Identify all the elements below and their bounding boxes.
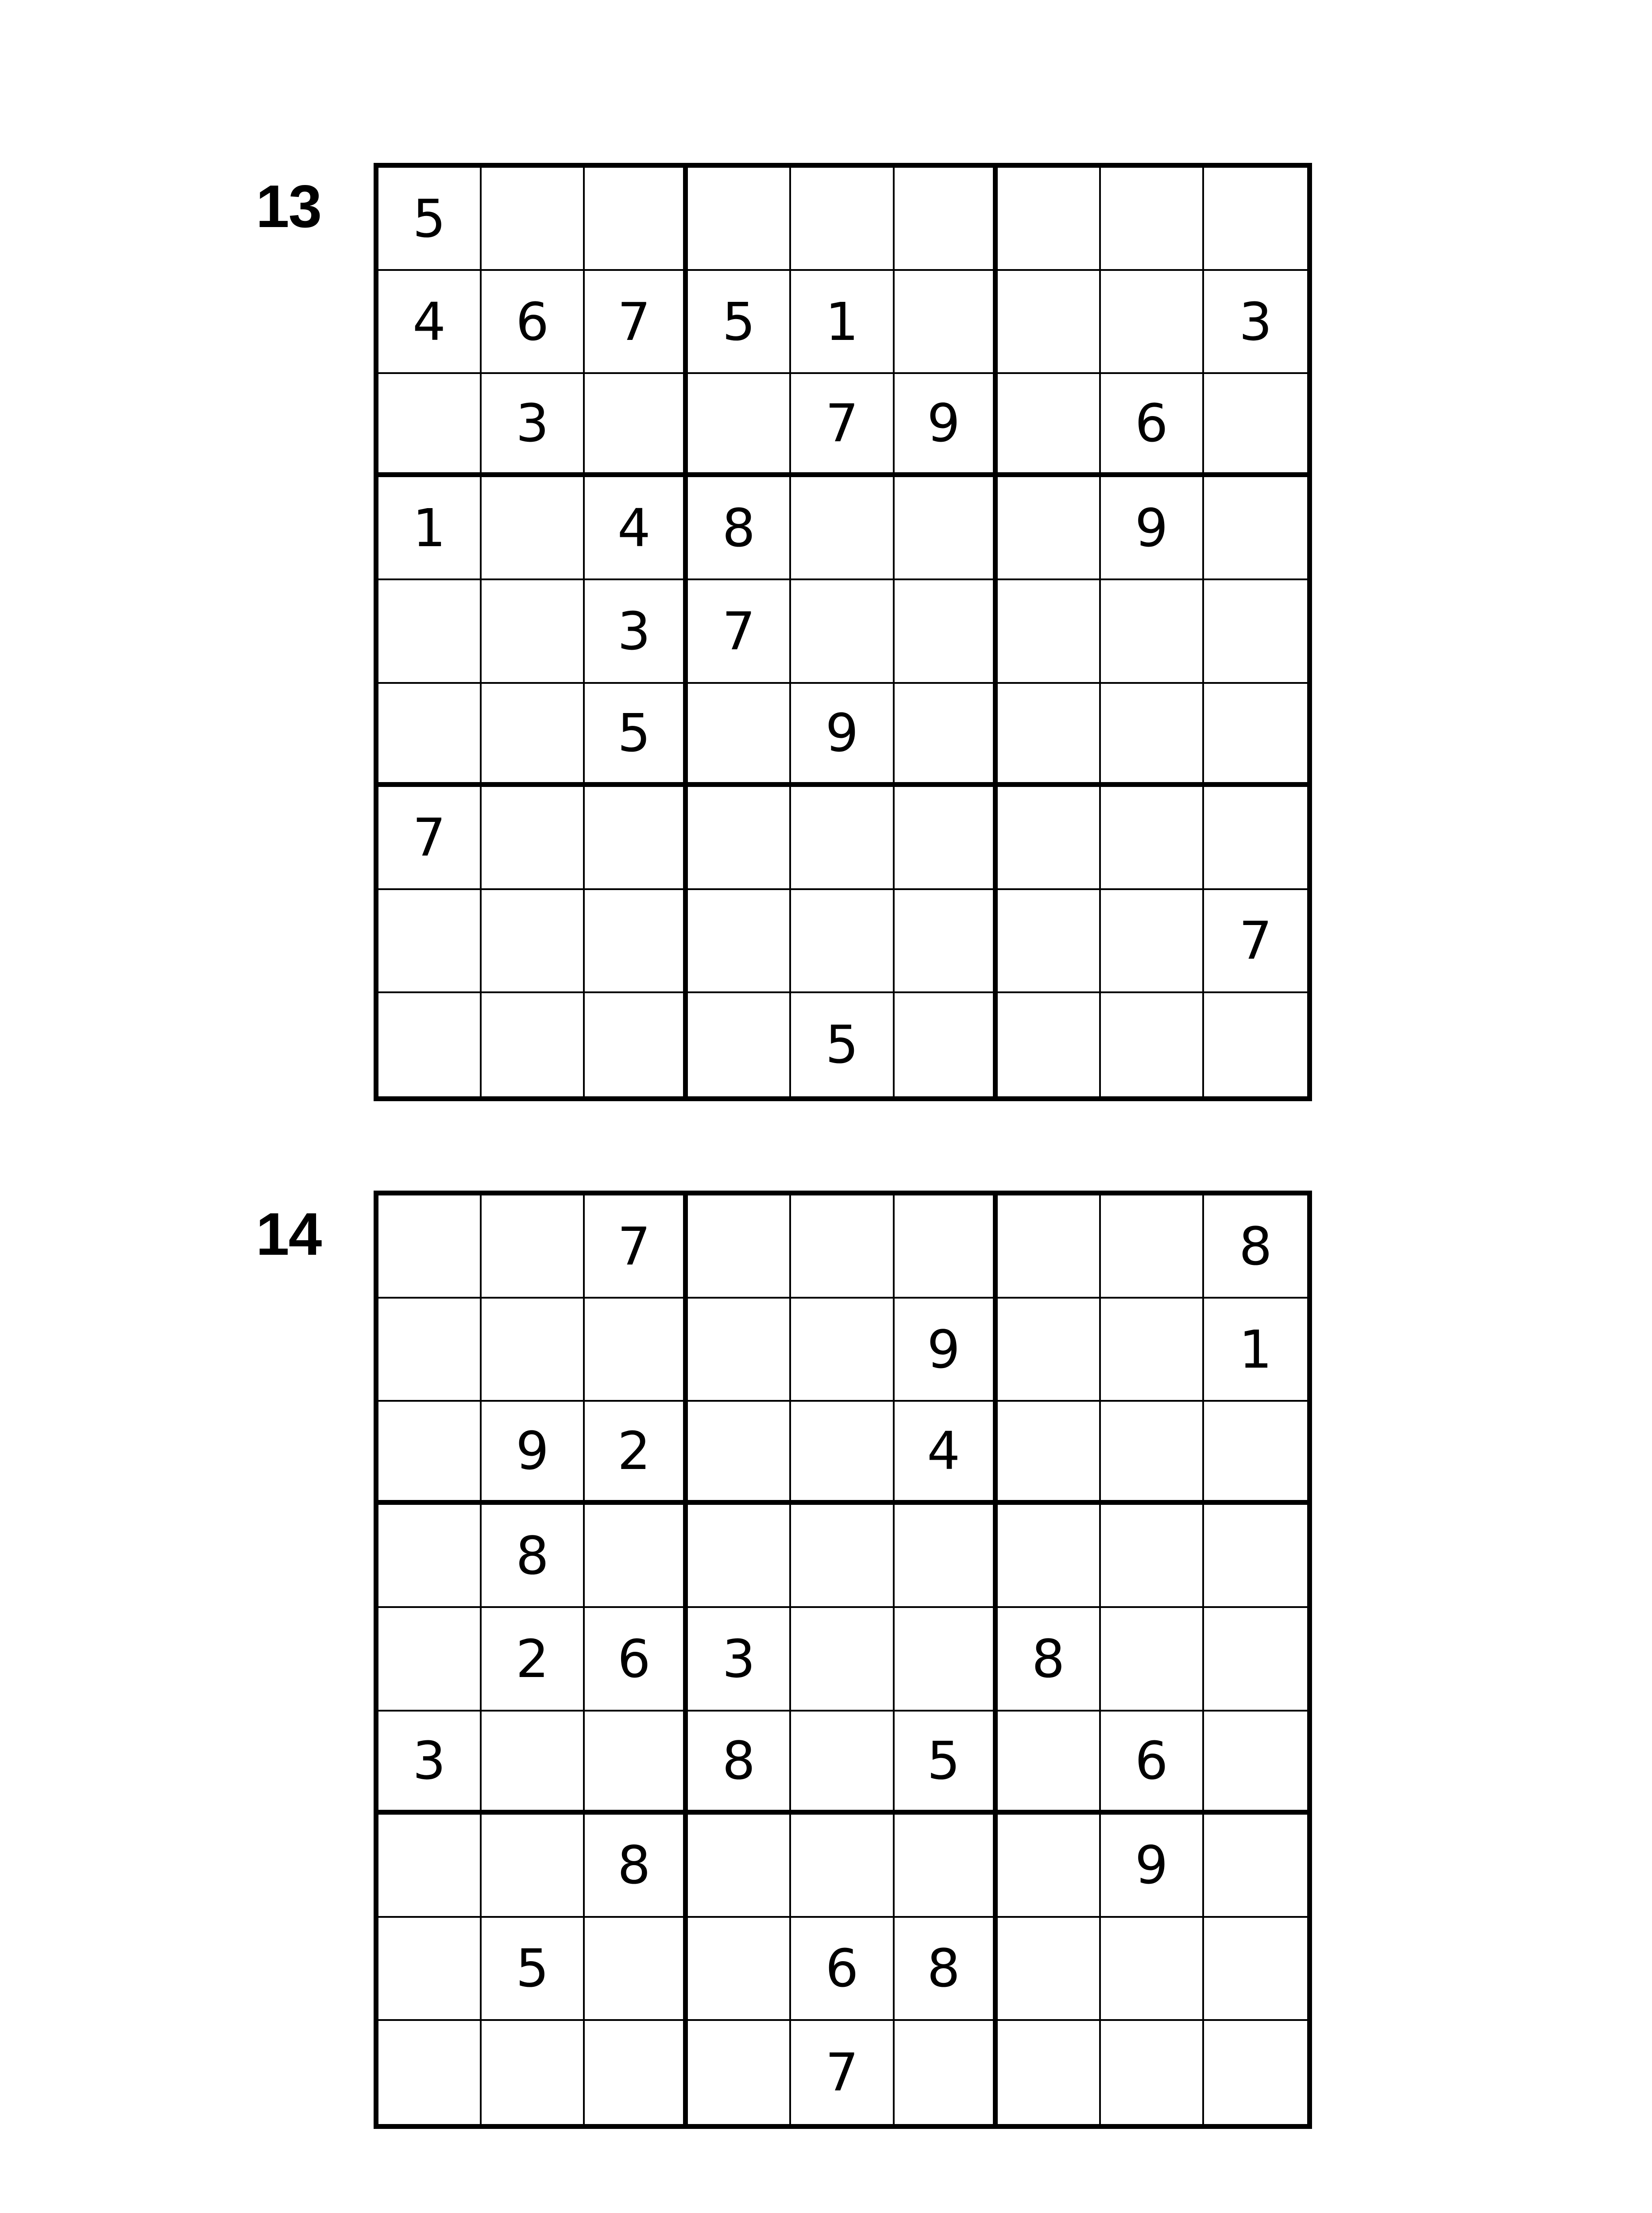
sudoku-cell[interactable]: 9	[791, 684, 894, 787]
sudoku-cell[interactable]	[791, 787, 894, 890]
sudoku-cell[interactable]: 7	[585, 1195, 688, 1299]
sudoku-cell[interactable]	[895, 271, 998, 374]
sudoku-cell[interactable]: 8	[688, 477, 791, 580]
sudoku-cell[interactable]	[998, 168, 1101, 271]
sudoku-cell[interactable]	[1101, 1505, 1204, 1608]
sudoku-cell[interactable]: 5	[378, 168, 482, 271]
sudoku-cell[interactable]	[482, 787, 585, 890]
sudoku-cell[interactable]	[1101, 993, 1204, 1096]
sudoku-cell[interactable]	[378, 1505, 482, 1608]
sudoku-cell[interactable]	[998, 1299, 1101, 1402]
sudoku-cell[interactable]: 8	[585, 1815, 688, 1918]
sudoku-grid	[374, 1191, 1312, 2129]
sudoku-cell[interactable]	[585, 890, 688, 993]
sudoku-cell[interactable]: 9	[1101, 1815, 1204, 1918]
sudoku-cell[interactable]	[482, 580, 585, 683]
sudoku-cell[interactable]	[378, 1815, 482, 1918]
sudoku-cell[interactable]: 7	[791, 374, 894, 477]
sudoku-cell[interactable]	[1204, 1918, 1307, 2021]
sudoku-cell[interactable]	[1204, 477, 1307, 580]
sudoku-cell[interactable]	[998, 1712, 1101, 1815]
sudoku-cell[interactable]	[998, 1815, 1101, 1918]
sudoku-cell[interactable]	[585, 993, 688, 1096]
sudoku-cell[interactable]	[1101, 2021, 1204, 2124]
sudoku-cell[interactable]	[688, 2021, 791, 2124]
sudoku-cell[interactable]: 8	[482, 1505, 585, 1608]
sudoku-cell[interactable]	[688, 1505, 791, 1608]
sudoku-cell[interactable]	[1204, 1815, 1307, 1918]
sudoku-cell[interactable]	[378, 1918, 482, 2021]
sudoku-cell[interactable]	[482, 1815, 585, 1918]
sudoku-puzzle-14	[0, 1191, 1652, 2164]
sudoku-cell[interactable]	[791, 477, 894, 580]
sudoku-cell[interactable]: 9	[482, 1402, 585, 1505]
sudoku-cell[interactable]	[998, 890, 1101, 993]
sudoku-cell[interactable]	[1204, 374, 1307, 477]
sudoku-cell[interactable]: 7	[378, 787, 482, 890]
sudoku-cell[interactable]: 5	[585, 684, 688, 787]
sudoku-cell[interactable]	[791, 1505, 894, 1608]
sudoku-cell[interactable]	[791, 1402, 894, 1505]
puzzle-number: 13	[256, 173, 321, 240]
sudoku-cell[interactable]	[895, 2021, 998, 2124]
sudoku-cell[interactable]	[998, 271, 1101, 374]
sudoku-cell[interactable]	[895, 1608, 998, 1711]
sudoku-cell[interactable]	[688, 1195, 791, 1299]
sudoku-cell[interactable]	[998, 2021, 1101, 2124]
sudoku-cell[interactable]: 4	[895, 1402, 998, 1505]
sudoku-cell[interactable]	[378, 684, 482, 787]
sudoku-cell[interactable]	[1101, 1195, 1204, 1299]
sudoku-cell[interactable]: 7	[791, 2021, 894, 2124]
sudoku-cell[interactable]	[998, 477, 1101, 580]
sudoku-cell[interactable]	[895, 477, 998, 580]
sudoku-cell[interactable]	[1101, 168, 1204, 271]
sudoku-cell[interactable]	[482, 890, 585, 993]
sudoku-cell[interactable]	[585, 168, 688, 271]
sudoku-cell[interactable]	[791, 1608, 894, 1711]
sudoku-cell[interactable]	[895, 1195, 998, 1299]
sudoku-cell[interactable]: 8	[1204, 1195, 1307, 1299]
sudoku-cell[interactable]	[585, 1505, 688, 1608]
sudoku-cell[interactable]	[998, 1195, 1101, 1299]
sudoku-cell[interactable]	[482, 2021, 585, 2124]
sudoku-cell[interactable]	[378, 1299, 482, 1402]
sudoku-cell[interactable]	[688, 1815, 791, 1918]
sudoku-cell[interactable]	[688, 1299, 791, 1402]
sudoku-cell[interactable]	[895, 1815, 998, 1918]
sudoku-cell[interactable]: 3	[1204, 271, 1307, 374]
sudoku-cell[interactable]: 3	[378, 1712, 482, 1815]
sudoku-cell[interactable]	[1101, 1402, 1204, 1505]
sudoku-puzzle-13	[0, 163, 1652, 1137]
sudoku-cell[interactable]: 3	[688, 1608, 791, 1711]
sudoku-cell[interactable]	[895, 890, 998, 993]
sudoku-cell[interactable]	[895, 1505, 998, 1608]
sudoku-cell[interactable]	[1204, 580, 1307, 683]
sudoku-cell[interactable]: 7	[688, 580, 791, 683]
sudoku-cell[interactable]	[895, 684, 998, 787]
sudoku-cell[interactable]	[1204, 787, 1307, 890]
sudoku-cell[interactable]	[791, 1195, 894, 1299]
sudoku-cell[interactable]	[688, 374, 791, 477]
sudoku-cell[interactable]: 1	[378, 477, 482, 580]
sudoku-cell[interactable]	[688, 993, 791, 1096]
sudoku-cell[interactable]	[1204, 168, 1307, 271]
sudoku-cell[interactable]: 6	[585, 1608, 688, 1711]
sudoku-cell[interactable]	[895, 580, 998, 683]
sudoku-cell[interactable]	[585, 374, 688, 477]
sudoku-cell[interactable]: 7	[1204, 890, 1307, 993]
sudoku-grid	[374, 163, 1312, 1101]
sudoku-cell[interactable]: 8	[998, 1608, 1101, 1711]
sudoku-cell[interactable]: 5	[482, 1918, 585, 2021]
sudoku-cell[interactable]	[378, 1402, 482, 1505]
sudoku-cell[interactable]	[1204, 2021, 1307, 2124]
sudoku-cell[interactable]	[998, 1918, 1101, 2021]
sudoku-cell[interactable]: 6	[482, 271, 585, 374]
sudoku-cell[interactable]	[998, 374, 1101, 477]
sudoku-cell[interactable]	[585, 787, 688, 890]
sudoku-cell[interactable]	[791, 168, 894, 271]
sudoku-cell[interactable]	[688, 168, 791, 271]
sudoku-cell[interactable]	[998, 993, 1101, 1096]
sudoku-cell[interactable]	[688, 787, 791, 890]
sudoku-cell[interactable]	[378, 1608, 482, 1711]
sudoku-cell[interactable]: 2	[482, 1608, 585, 1711]
sudoku-cell[interactable]	[585, 2021, 688, 2124]
sudoku-cell[interactable]	[998, 787, 1101, 890]
sudoku-cell[interactable]: 5	[895, 1712, 998, 1815]
sudoku-cell[interactable]	[1204, 1402, 1307, 1505]
sudoku-cell[interactable]: 9	[1101, 477, 1204, 580]
sudoku-cell[interactable]	[1204, 1712, 1307, 1815]
sudoku-cell[interactable]	[1101, 1299, 1204, 1402]
sudoku-cell[interactable]	[482, 684, 585, 787]
sudoku-cell[interactable]	[482, 993, 585, 1096]
sudoku-cell[interactable]	[1204, 993, 1307, 1096]
sudoku-cell[interactable]	[895, 787, 998, 890]
sudoku-cell[interactable]: 4	[378, 271, 482, 374]
sudoku-cell[interactable]: 6	[791, 1918, 894, 2021]
sudoku-cell[interactable]	[688, 890, 791, 993]
sudoku-cell[interactable]	[688, 684, 791, 787]
sudoku-cell[interactable]	[378, 993, 482, 1096]
sudoku-cell[interactable]	[791, 890, 894, 993]
sudoku-cell[interactable]	[1101, 1608, 1204, 1711]
sudoku-cell[interactable]: 9	[895, 374, 998, 477]
sudoku-cell[interactable]: 2	[585, 1402, 688, 1505]
sudoku-cell[interactable]	[378, 580, 482, 683]
sudoku-cell[interactable]	[998, 1402, 1101, 1505]
sudoku-cell[interactable]	[1204, 684, 1307, 787]
sudoku-cell[interactable]: 6	[1101, 1712, 1204, 1815]
sudoku-cell[interactable]	[895, 993, 998, 1096]
sudoku-cell[interactable]	[998, 580, 1101, 683]
sudoku-cell[interactable]: 8	[895, 1918, 998, 2021]
sudoku-cell[interactable]	[378, 1195, 482, 1299]
sudoku-cell[interactable]	[1101, 787, 1204, 890]
sudoku-cell[interactable]	[1204, 1608, 1307, 1711]
sudoku-cell[interactable]: 3	[482, 374, 585, 477]
puzzle-number: 14	[256, 1200, 321, 1268]
sudoku-cell[interactable]	[998, 684, 1101, 787]
sudoku-cell[interactable]	[1101, 1918, 1204, 2021]
sudoku-cell[interactable]	[585, 1712, 688, 1815]
sudoku-cell[interactable]	[688, 1918, 791, 2021]
sudoku-cell[interactable]	[1204, 1505, 1307, 1608]
sudoku-cell[interactable]	[1101, 580, 1204, 683]
sudoku-cell[interactable]	[791, 580, 894, 683]
sudoku-cell[interactable]: 1	[791, 271, 894, 374]
sudoku-cell[interactable]	[791, 1299, 894, 1402]
sudoku-cell[interactable]: 1	[1204, 1299, 1307, 1402]
sudoku-cell[interactable]	[998, 1505, 1101, 1608]
sudoku-cell[interactable]	[482, 168, 585, 271]
sudoku-cell[interactable]: 9	[895, 1299, 998, 1402]
sudoku-cell[interactable]: 4	[585, 477, 688, 580]
sudoku-cell[interactable]	[895, 168, 998, 271]
sudoku-cell[interactable]	[791, 1712, 894, 1815]
sudoku-cell[interactable]	[1101, 684, 1204, 787]
sudoku-cell[interactable]: 8	[688, 1712, 791, 1815]
sudoku-cell[interactable]	[378, 374, 482, 477]
sudoku-cell[interactable]	[378, 890, 482, 993]
sudoku-cell[interactable]	[1101, 890, 1204, 993]
sudoku-cell[interactable]	[482, 477, 585, 580]
sudoku-cell[interactable]: 5	[688, 271, 791, 374]
sudoku-cell[interactable]	[791, 1815, 894, 1918]
sudoku-cell[interactable]	[585, 1299, 688, 1402]
sudoku-cell[interactable]	[482, 1712, 585, 1815]
sudoku-cell[interactable]: 7	[585, 271, 688, 374]
sudoku-cell[interactable]	[482, 1299, 585, 1402]
sudoku-cell[interactable]	[585, 1918, 688, 2021]
sudoku-cell[interactable]: 3	[585, 580, 688, 683]
sudoku-cell[interactable]	[688, 1402, 791, 1505]
sudoku-cell[interactable]	[482, 1195, 585, 1299]
sudoku-cell[interactable]	[378, 2021, 482, 2124]
sudoku-cell[interactable]	[1101, 271, 1204, 374]
sudoku-cell[interactable]: 5	[791, 993, 894, 1096]
sudoku-cell[interactable]: 6	[1101, 374, 1204, 477]
